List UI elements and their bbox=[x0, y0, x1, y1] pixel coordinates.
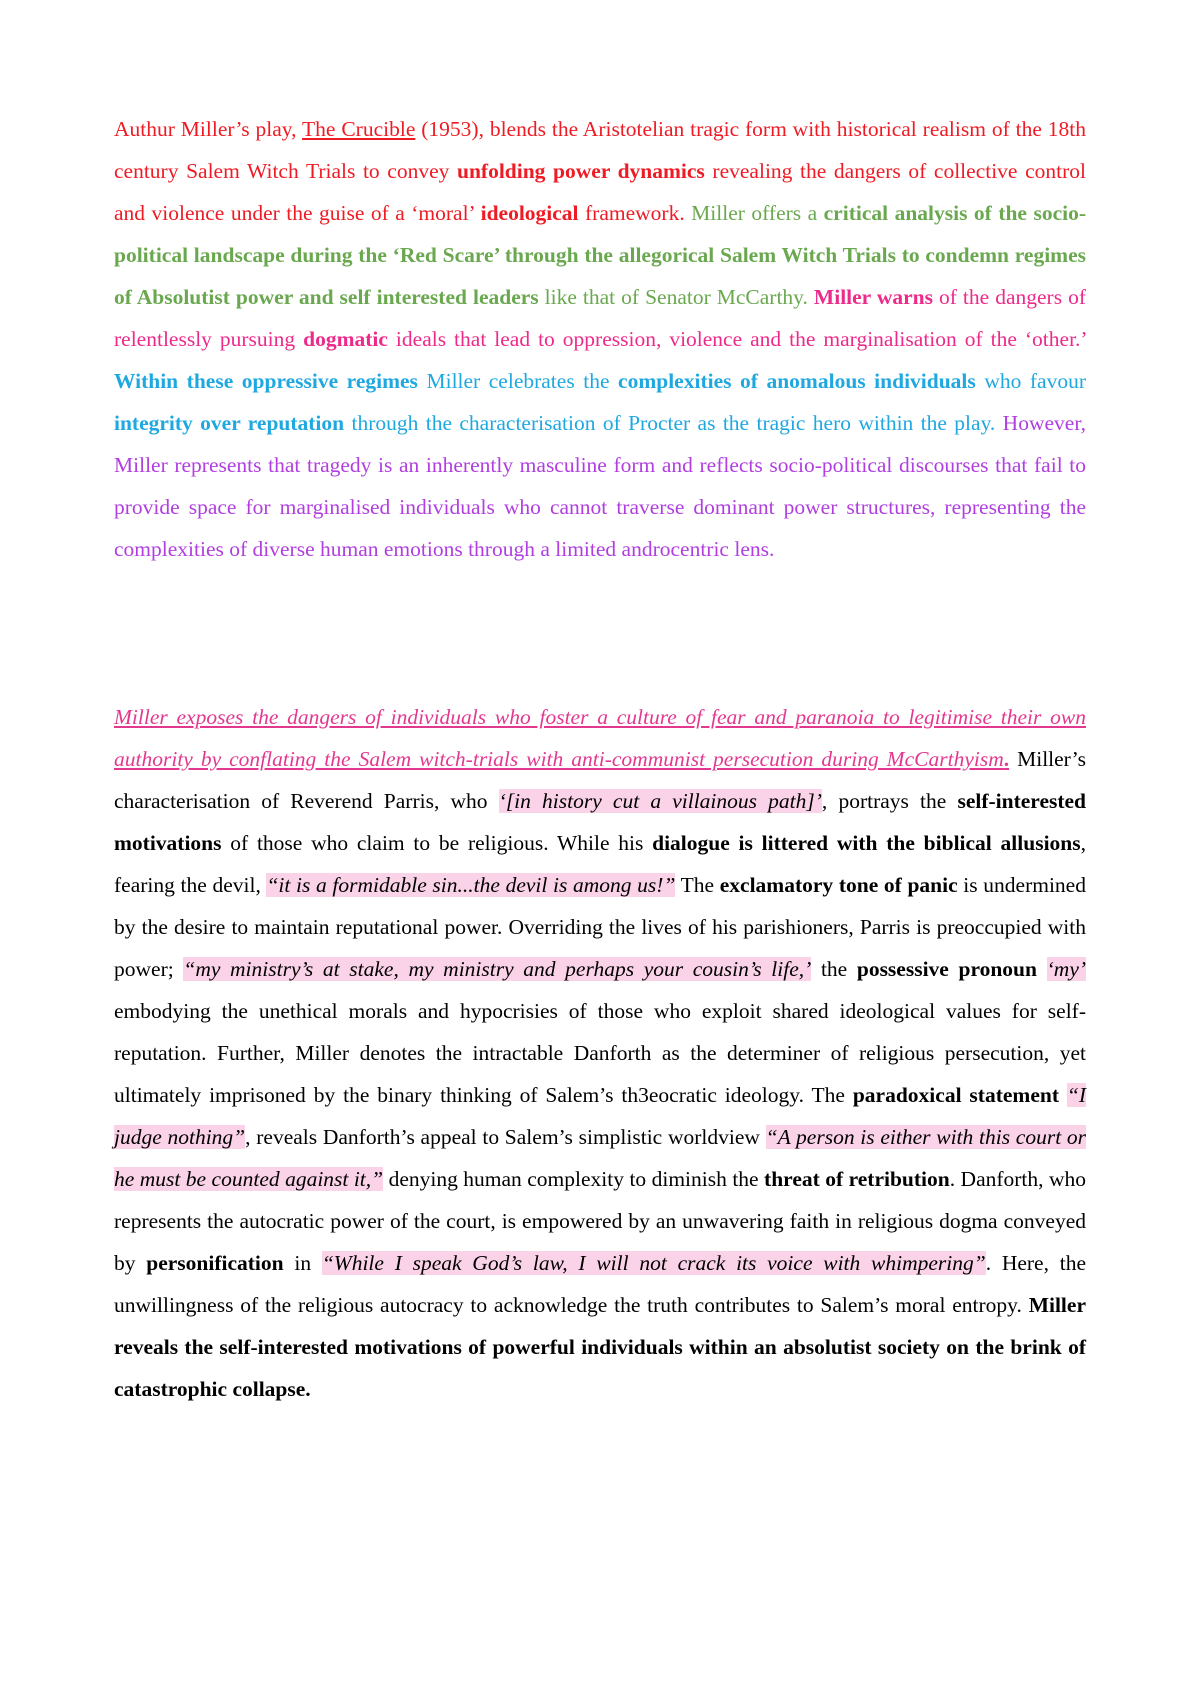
bold-term: threat of retribution bbox=[764, 1167, 950, 1191]
play-title: The Crucible bbox=[302, 117, 416, 141]
bold-term: dogmatic bbox=[303, 327, 388, 351]
body-paragraph-one bbox=[114, 696, 1086, 1410]
bold-term: Miller warns bbox=[813, 285, 933, 309]
concluding-sentence: Miller reveals the self-interested motivations of powerful individuals within an absolutist society on the brink of catastrophic collapse. bbox=[114, 1293, 1086, 1401]
highlighted-quote: “it is a formidable sin...the devil is among us!” bbox=[266, 873, 676, 897]
text-run: . Danforth, who represents the autocratic power of the court, is empowered by an unwavering faith in religious dogma conveyed by bbox=[114, 1167, 1087, 1275]
text-run: Authur Miller’s play, bbox=[114, 117, 303, 141]
text-run: who favour bbox=[975, 369, 1087, 393]
introduction-paragraph bbox=[114, 108, 1086, 570]
text-run: , reveals Danforth’s appeal to Salem’s simplistic worldview bbox=[245, 1125, 766, 1149]
bold-term: Within these oppressive regimes bbox=[114, 369, 418, 393]
text-run: the bbox=[811, 957, 857, 981]
text-run: through the characterisation of Procter as the tragic hero within the play. bbox=[344, 411, 996, 435]
bold-term: critical analysis of the socio-political landscape during the ‘Red Scare’ through the allegorical Salem Witch Trials to condemn regimes of Absolutist power and self interested leaders bbox=[114, 201, 1086, 309]
highlighted-quote: ‘[in history cut a villainous path]’ bbox=[498, 789, 822, 813]
text-run: Miller celebrates the bbox=[417, 369, 619, 393]
text-run: in bbox=[283, 1251, 322, 1275]
text-run: (1953), blends the Aristotelian tragic form with historical realism of the 18th century Salem Witch Trials to convey bbox=[114, 117, 1086, 183]
topic-sentence: Miller exposes the dangers of individuals who foster a culture of fear and paranoia to legitimise their own authority by conflating the Salem witch-trials with anti-communist persecution during McCarthyism bbox=[114, 705, 1086, 771]
argument-two-sentence bbox=[114, 369, 1086, 435]
highlighted-quote: “While I speak God’s law, I will not crack its voice with whimpering” bbox=[321, 1251, 986, 1275]
text-run: revealing the dangers of collective control and violence under the guise of a ‘moral’ bbox=[114, 159, 1086, 225]
text-run bbox=[1037, 957, 1047, 981]
text-run: of the dangers of relentlessly pursuing bbox=[114, 285, 1086, 351]
text-run: like that of Senator McCarthy. bbox=[538, 285, 808, 309]
bold-term: exclamatory tone of panic bbox=[719, 873, 958, 897]
bold-term: dialogue is littered with the biblical allusions bbox=[652, 831, 1081, 855]
bold-term: personification bbox=[146, 1251, 284, 1275]
text-run: Miller’s characterisation of Reverend Parris, who bbox=[114, 747, 1086, 813]
text-run: of those who claim to be religious. While his bbox=[221, 831, 653, 855]
highlighted-quote: “A person is either with this court or he must be counted against it,” bbox=[114, 1125, 1087, 1191]
bold-term: paradoxical statement bbox=[852, 1083, 1059, 1107]
bold-term: unfolding power dynamics bbox=[457, 159, 705, 183]
text-run: embodying the unethical morals and hypocrisies of those who exploit shared ideological values for self-reputation. Further, Miller denotes the intractable Danforth as the determiner of religious persecution, yet ultimately imprisoned by the binary thinking of Salem’s th3eocratic ideology. The bbox=[114, 999, 1086, 1107]
text-run: , portrays the bbox=[821, 789, 958, 813]
text-run: The bbox=[675, 873, 720, 897]
text-run: denying human complexity to diminish the bbox=[383, 1167, 765, 1191]
text-run: framework. bbox=[578, 201, 685, 225]
bold-term: ideological bbox=[480, 201, 579, 225]
text-run: , fearing the devil, bbox=[114, 831, 1086, 897]
bold-term: complexities of anomalous individuals bbox=[618, 369, 976, 393]
highlighted-quote: “I judge nothing” bbox=[114, 1083, 1087, 1149]
text-run: However, Miller represents that tragedy is an inherently masculine form and reflects socio-political discourses that fail to provide space for marginalised individuals who cannot traverse dominant power structures, representing the complexities of diverse human emotions through a limited androcentric lens. bbox=[114, 411, 1086, 561]
text-run: ideals that lead to oppression, violence and the marginalisation of the ‘other.’ bbox=[387, 327, 1086, 351]
highlighted-quote: “my ministry’s at stake, my ministry and perhaps your cousin’s life,’ bbox=[183, 957, 812, 981]
topic-sentence-end: . bbox=[1003, 747, 1010, 771]
bold-term: possessive pronoun bbox=[856, 957, 1037, 981]
bold-term: self-interested motivations bbox=[114, 789, 1087, 855]
text-run: is undermined by the desire to maintain reputational power. Overriding the lives of his parishioners, Parris is preoccupied with power; bbox=[114, 873, 1086, 981]
text-run: Miller offers a bbox=[684, 201, 824, 225]
highlighted-quote: ‘my’ bbox=[1046, 957, 1087, 981]
text-run: . Here, the unwillingness of the religious autocracy to acknowledge the truth contributes to Salem’s moral entropy. bbox=[114, 1251, 1086, 1317]
text-run bbox=[1059, 1083, 1067, 1107]
bold-term: integrity over reputation bbox=[114, 411, 345, 435]
